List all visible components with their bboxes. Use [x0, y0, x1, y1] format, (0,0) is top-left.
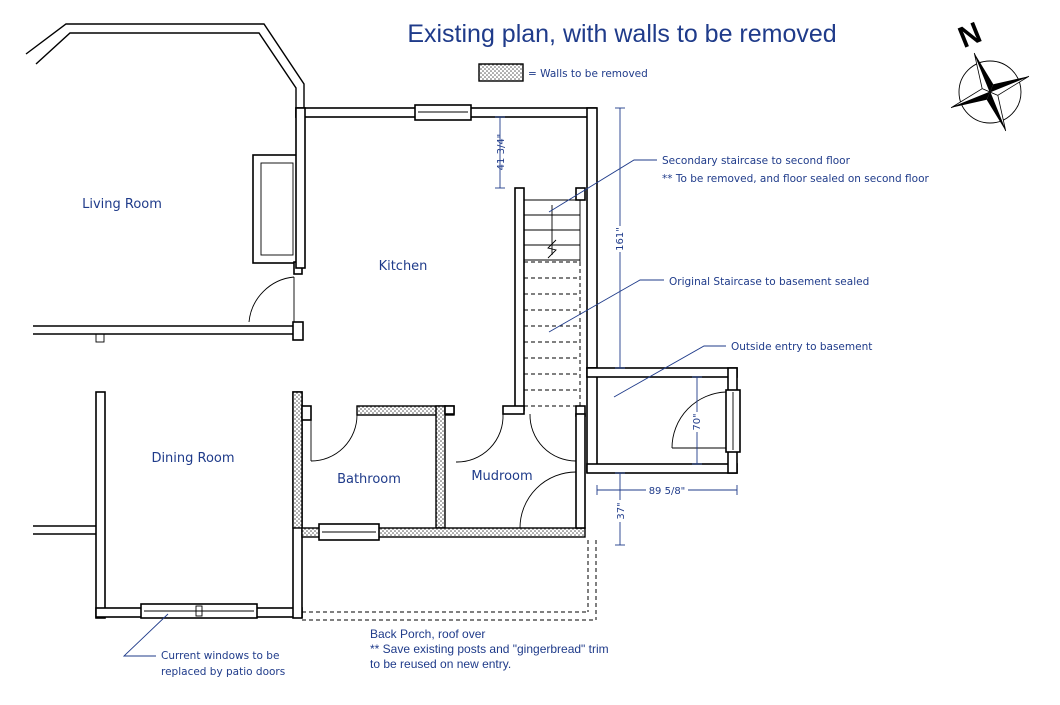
dimension-41-3-4: [495, 117, 507, 188]
removed-wall-dining-bath: [293, 392, 302, 528]
note-windows: [124, 614, 285, 678]
dimension-161: [612, 108, 628, 368]
svg-text:Outside entry to basement: Outside entry to basement: [731, 341, 873, 353]
svg-text:Secondary staircase to second: Secondary staircase to second floor: [662, 155, 850, 167]
svg-text:Current windows to be: Current windows to be: [161, 650, 280, 662]
legend: [479, 64, 648, 81]
dining-room-walls: [33, 392, 302, 618]
mudroom-walls: [445, 406, 585, 528]
dim-text-2: 161": [615, 227, 626, 251]
dim-text-1: 41 3/4": [496, 133, 507, 171]
back-porch: [302, 540, 596, 620]
legend-text: = Walls to be removed: [528, 68, 648, 80]
outside-entry: [587, 368, 740, 473]
room-label-dining: Dining Room: [151, 451, 235, 466]
svg-text:Original Staircase to basement: Original Staircase to basement sealed: [669, 276, 870, 288]
note-secondary-staircase: [549, 155, 930, 212]
removed-wall-bath-mudroom: [436, 406, 445, 528]
staircase-area: [503, 188, 585, 416]
room-label-living: Living Room: [82, 197, 162, 212]
dimension-89-5-8: [597, 484, 737, 497]
kitchen-window: [415, 105, 471, 120]
dimension-37: [612, 473, 628, 545]
legend-swatch: [479, 64, 523, 81]
dimension-70: [690, 377, 704, 464]
secondary-staircase: [524, 200, 580, 262]
fireplace: [253, 155, 297, 263]
living-kitchen-door: [249, 277, 294, 322]
compass-rose-icon: [935, 16, 1044, 147]
north-letter: N: [953, 16, 987, 55]
plan-title: Existing plan, with walls to be removed: [407, 20, 837, 48]
svg-text:replaced by patio doors: replaced by patio doors: [161, 666, 286, 678]
svg-text:** Save existing posts and "gi: ** Save existing posts and "gingerbread" trim: [370, 642, 609, 656]
dim-text-4: 89 5/8": [648, 486, 686, 497]
basement-staircase: [524, 262, 580, 410]
svg-text:Back Porch, roof over: Back Porch, roof over: [370, 627, 486, 641]
room-label-bathroom: Bathroom: [337, 472, 401, 487]
room-label-mudroom: Mudroom: [471, 469, 533, 484]
room-label-kitchen: Kitchen: [378, 259, 428, 274]
dim-text-5: 37": [616, 502, 627, 520]
note-back-porch: [370, 627, 609, 671]
svg-text:** To be removed, and floor se: ** To be removed, and floor sealed on second floor: [662, 173, 929, 185]
svg-text:to be reused on new entry.: to be reused on new entry.: [370, 657, 512, 671]
living-room-walls: [26, 24, 304, 342]
dim-text-3: 70": [692, 413, 703, 431]
